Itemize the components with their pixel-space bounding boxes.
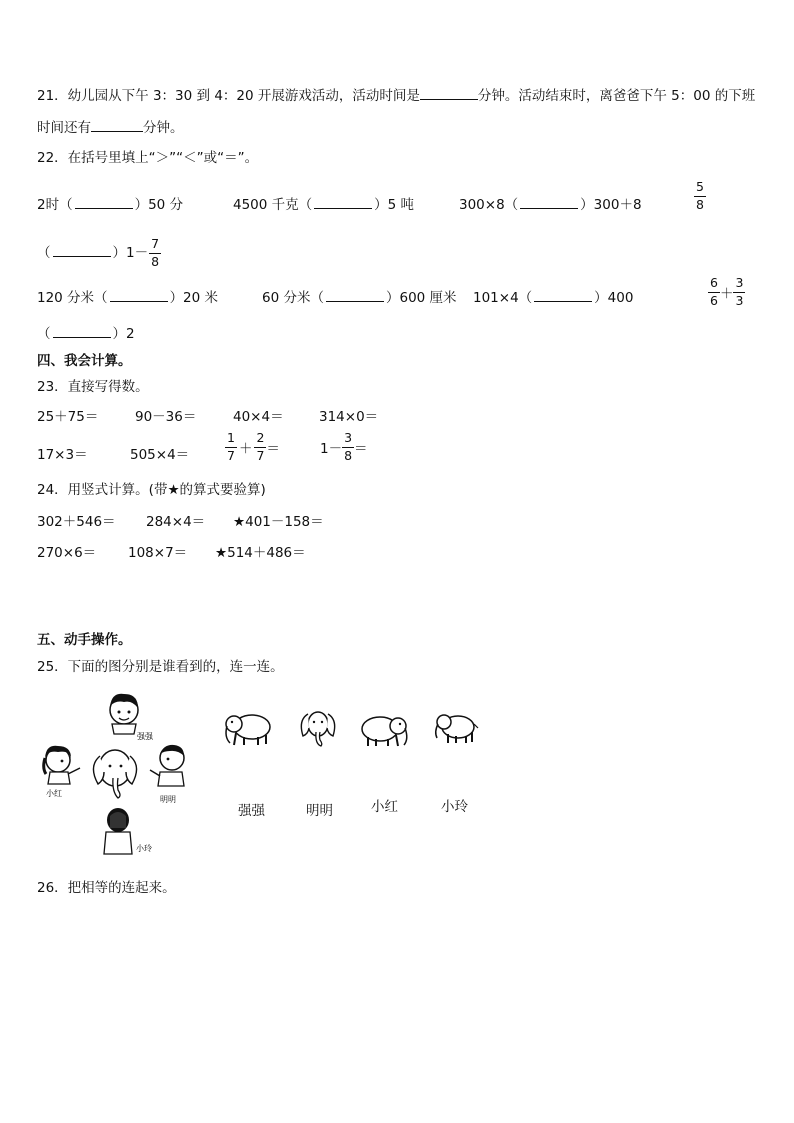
fraction-numerator: 3: [733, 277, 745, 293]
kid-label-right: 明明: [160, 795, 176, 804]
q24-calc-4: 270×6＝: [37, 545, 97, 561]
q22-item-3-right: ）300＋8: [580, 197, 642, 213]
fraction-denominator: 8: [344, 447, 353, 463]
q22-item-1-right: ）50 分: [134, 197, 184, 213]
fraction-numerator: 1: [225, 432, 237, 448]
q22-title: 22．在括号里填上“＞”“＜”或“＝”。: [37, 150, 259, 166]
q24-calc-2: 284×4＝: [146, 514, 206, 530]
q22-item-1-left: 2时（: [37, 197, 73, 213]
q24-calc-6: ★514＋486＝: [215, 545, 306, 561]
q21-text-d: 分钟。: [143, 120, 184, 136]
q25-name-1[interactable]: 强强: [238, 803, 265, 819]
q23-title: 23．直接写得数。: [37, 379, 149, 395]
q22-item-7-left: 101×4（: [473, 290, 533, 306]
fraction-numerator: 5: [694, 181, 706, 197]
plus-sign: ＋: [719, 286, 734, 302]
q22-item-1: [37, 193, 183, 213]
q23-calc-2: 90－36＝: [135, 409, 197, 425]
q24-calc-5: 108×7＝: [128, 545, 188, 561]
q22-blank-8[interactable]: [53, 326, 111, 338]
q23-calc-3: 40×4＝: [233, 409, 284, 425]
q21-line1: [37, 84, 755, 104]
q22-blank-5[interactable]: [110, 290, 168, 302]
kid-mingming-icon: [150, 745, 184, 804]
fraction-denominator: 8: [696, 196, 704, 212]
section-4-heading: 四、我会计算。: [37, 353, 132, 369]
q23-calc-4: 314×0＝: [319, 409, 379, 425]
equals-sign: ＝: [266, 441, 280, 457]
elephant-view-side-right: [360, 713, 412, 747]
q22-blank-4[interactable]: [53, 245, 111, 257]
kid-qiangqiang-icon: [110, 694, 154, 741]
q22-item-6-right: ）600 厘米: [385, 290, 457, 306]
q22-item-7-right: ）400: [594, 290, 634, 306]
fraction-denominator: 7: [227, 447, 235, 463]
kid-label-left: 小红: [46, 789, 62, 798]
q23-calc-5: 17×3＝: [37, 447, 88, 463]
q22-blank-1[interactable]: [75, 197, 133, 209]
q22-item-2-left: 4500 千克（: [233, 197, 313, 213]
q22-item-3: [459, 193, 642, 213]
q22-blank-2[interactable]: [314, 197, 372, 209]
elephant-view-side-left: [222, 711, 274, 747]
q22-item-5-left: 120 分米（: [37, 290, 108, 306]
kid-xiaoling-icon: [104, 808, 152, 854]
q22-fraction-5-8: [694, 181, 706, 211]
fraction-numerator: 7: [149, 238, 161, 254]
q22-blank-6[interactable]: [326, 290, 384, 302]
q22-blank-7[interactable]: [534, 290, 592, 302]
q22-item-6: [262, 286, 457, 306]
plus-sign: ＋: [238, 441, 253, 457]
q25-name-4[interactable]: 小玲: [441, 799, 468, 815]
q23-calc-8: [320, 432, 368, 462]
q22-fraction-sum: [708, 277, 745, 307]
q24-title: 24．用竖式计算。(带★的算式要验算): [37, 482, 266, 498]
q22-item-8-right: ）2: [112, 326, 135, 342]
elephant-front-icon: [93, 750, 136, 798]
q25-title: 25．下面的图分别是谁看到的，连一连。: [37, 659, 284, 675]
q21-line2: [37, 116, 184, 136]
fraction-numerator: 3: [342, 432, 354, 448]
q22-item-6-left: 60 分米（: [262, 290, 324, 306]
q21-answer-blank-1[interactable]: [420, 87, 478, 100]
q25-scene-illustration: [40, 688, 200, 860]
q22-item-2: [233, 193, 414, 213]
q21-text-c: 时间还有: [37, 120, 91, 136]
q22-item-4-left: （: [37, 245, 51, 261]
q22-item-7: [473, 286, 633, 306]
q23-calc-7: [225, 432, 280, 462]
q22-item-5-right: ）20 米: [169, 290, 219, 306]
q21-text-b: 分钟。活动结束时，离爸爸下午 5：00 的下班: [477, 88, 756, 104]
q21-answer-blank-2[interactable]: [91, 119, 143, 132]
q24-calc-3: ★401－158＝: [233, 514, 324, 530]
section-5-heading: 五、动手操作。: [37, 632, 132, 648]
q22-blank-3[interactable]: [520, 197, 578, 209]
elephant-view-front: [298, 706, 338, 748]
q24-calc-1: 302＋546＝: [37, 514, 116, 530]
equals-sign: ＝: [354, 441, 368, 457]
fraction-denominator: 3: [735, 292, 744, 308]
q22-item-4-mid: ）1－: [112, 245, 149, 261]
q22-item-5: [37, 286, 218, 306]
q22-item-8-left: （: [37, 326, 51, 342]
q23-calc-1: 25＋75＝: [37, 409, 99, 425]
kid-label-bottom: 小玲: [136, 844, 152, 853]
fraction-denominator: 6: [710, 292, 718, 308]
q26-title: 26．把相等的连起来。: [37, 880, 176, 896]
kid-label-top: 强强: [137, 732, 153, 741]
q25-name-2[interactable]: 明明: [306, 803, 333, 819]
elephant-view-back: [432, 710, 480, 746]
q23-calc-6: 505×4＝: [130, 447, 190, 463]
fraction-denominator: 8: [151, 253, 160, 269]
minuend: 1－: [320, 441, 343, 457]
fraction-denominator: 7: [256, 447, 265, 463]
q22-item-2-right: ）5 吨: [374, 197, 415, 213]
q21-text-a: 21．幼儿园从下午 3：30 到 4：20 开展游戏活动，活动时间是: [37, 88, 420, 104]
kid-xiaohong-icon: [44, 746, 80, 798]
q22-item-4: [37, 238, 161, 268]
q25-name-3[interactable]: 小红: [371, 799, 398, 815]
q22-item-3-left: 300×8（: [459, 197, 519, 213]
q22-item-8: [37, 322, 135, 342]
fraction-numerator: 6: [708, 277, 720, 293]
fraction-numerator: 2: [254, 432, 266, 448]
